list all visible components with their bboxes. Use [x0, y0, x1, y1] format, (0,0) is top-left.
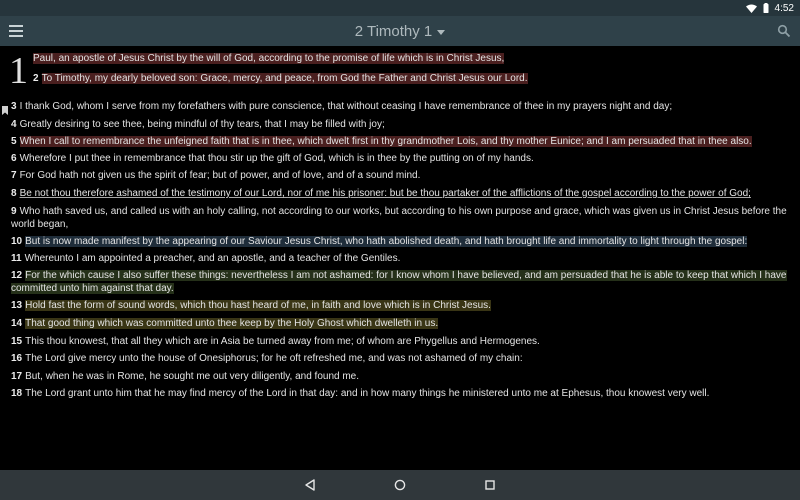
navigation-bar — [0, 470, 800, 500]
verse-text: Wherefore I put thee in remembrance that thou stir up the gift of God, which is in thee by the putting on of my hands. — [19, 153, 534, 164]
verse-7[interactable] — [11, 169, 791, 182]
verse-text: Paul, an apostle of Jesus Christ by the will of God, according to the promise of life which is in Christ Jesus, — [33, 53, 505, 64]
verse-number: 2 — [33, 73, 39, 84]
verse-2[interactable] — [33, 72, 793, 85]
verse-text: But is now made manifest by the appearing of our Saviour Jesus Christ, who hath abolished death, and hath brought life and immortality to light through the gospel: — [25, 236, 748, 247]
verse-text: The Lord give mercy unto the house of Onesiphorus; for he oft refreshed me, and was not ashamed of my chain: — [25, 353, 523, 364]
status-bar — [0, 0, 800, 16]
recents-icon[interactable] — [478, 473, 502, 497]
verse-text: When I call to remembrance the unfeigned faith that is in thee, which dwelt first in thy grandmother Lois, and thy mother Eunice; and I am persuaded that in thee also. — [19, 136, 752, 147]
verse-text: For the which cause I also suffer these things: nevertheless I am not ashamed: for I know whom I have believed, and am persuaded that he is able to keep that which I have committed unto him against that day. — [11, 270, 787, 294]
verse-14[interactable] — [11, 317, 791, 330]
verse-15[interactable] — [11, 335, 791, 348]
verse-number: 8 — [11, 188, 17, 199]
verse-text: Greatly desiring to see thee, being mindful of thy tears, that I may be filled with joy; — [19, 119, 385, 130]
verse-text: That good thing which was committed unto thee keep by the Holy Ghost which dwelleth in us. — [25, 318, 439, 329]
verse-11[interactable] — [11, 252, 791, 265]
verse-16[interactable] — [11, 352, 791, 365]
wifi-icon — [746, 4, 757, 13]
verse-number: 10 — [11, 236, 23, 247]
verse-1[interactable] — [33, 52, 793, 65]
verse-13[interactable] — [11, 299, 791, 312]
verse-text: I thank God, whom I serve from my forefathers with pure conscience, that without ceasing I have remembrance of thee in my prayers night and day; — [19, 101, 673, 112]
search-icon[interactable] — [777, 24, 791, 38]
verse-number: 4 — [11, 119, 17, 130]
verse-3[interactable] — [11, 100, 791, 113]
verse-text: Who hath saved us, and called us with an holy calling, not according to our works, but according to his own purpose and grace, which was given us in Christ Jesus before the world began, — [11, 206, 787, 230]
verse-5[interactable] — [11, 135, 791, 148]
verse-number: 11 — [11, 253, 22, 264]
verse-text: The Lord grant unto him that he may find mercy of the Lord in that day: and in how many things he ministered unto me at Ephesus, thou knowest very well. — [25, 388, 710, 399]
app-bar — [0, 16, 800, 46]
verse-4[interactable] — [11, 118, 791, 131]
verse-text: This thou knowest, that all they which are in Asia be turned away from me; of whom are Phygellus and Hermogenes. — [25, 336, 540, 347]
verse-number: 6 — [11, 153, 17, 164]
verse-9[interactable] — [11, 205, 791, 231]
verse-number: 9 — [11, 206, 17, 217]
verse-number: 13 — [11, 300, 23, 311]
dropdown-caret-icon — [437, 30, 445, 35]
verse-number: 7 — [11, 170, 17, 181]
verse-number: 16 — [11, 353, 23, 364]
verse-text: To Timothy, my dearly beloved son: Grace, mercy, and peace, from God the Father and Christ Jesus our Lord. — [41, 73, 528, 84]
verse-text: Hold fast the form of sound words, which thou hast heard of me, in faith and love which is in Christ Jesus. — [25, 300, 491, 311]
battery-icon — [763, 3, 769, 13]
verse-number: 12 — [11, 270, 23, 281]
verse-18[interactable] — [11, 387, 791, 400]
verse-number: 17 — [11, 371, 23, 382]
chapter-selector[interactable] — [355, 23, 446, 40]
verse-6[interactable] — [11, 152, 791, 165]
verse-17[interactable] — [11, 370, 791, 383]
verse-text: Be not thou therefore ashamed of the testimony of our Lord, nor of me his prisoner: but be thou partaker of the afflictions of the gospel according to the power of God; — [19, 188, 751, 199]
bible-text — [0, 46, 800, 470]
verse-text: For God hath not given us the spirit of fear; but of power, and of love, and of a sound mind. — [19, 170, 421, 181]
page-title: 2 Timothy 1 — [354, 22, 433, 40]
back-icon[interactable] — [298, 473, 322, 497]
verse-number: 15 — [11, 336, 23, 347]
chapter-number: 1 — [9, 50, 28, 92]
verse-text: Whereunto I am appointed a preacher, and an apostle, and a teacher of the Gentiles. — [24, 253, 401, 264]
status-time: 4:52 — [774, 2, 794, 14]
verse-12[interactable] — [11, 269, 791, 295]
bookmark-icon[interactable] — [2, 102, 8, 111]
home-icon[interactable] — [388, 473, 412, 497]
verse-number: 18 — [11, 388, 23, 399]
verse-number: 3 — [11, 101, 17, 112]
verse-10[interactable] — [11, 235, 791, 248]
verse-number: 14 — [11, 318, 23, 329]
verse-number: 5 — [11, 136, 17, 147]
verse-text: But, when he was in Rome, he sought me out very diligently, and found me. — [25, 371, 360, 382]
verse-8[interactable] — [11, 187, 791, 200]
